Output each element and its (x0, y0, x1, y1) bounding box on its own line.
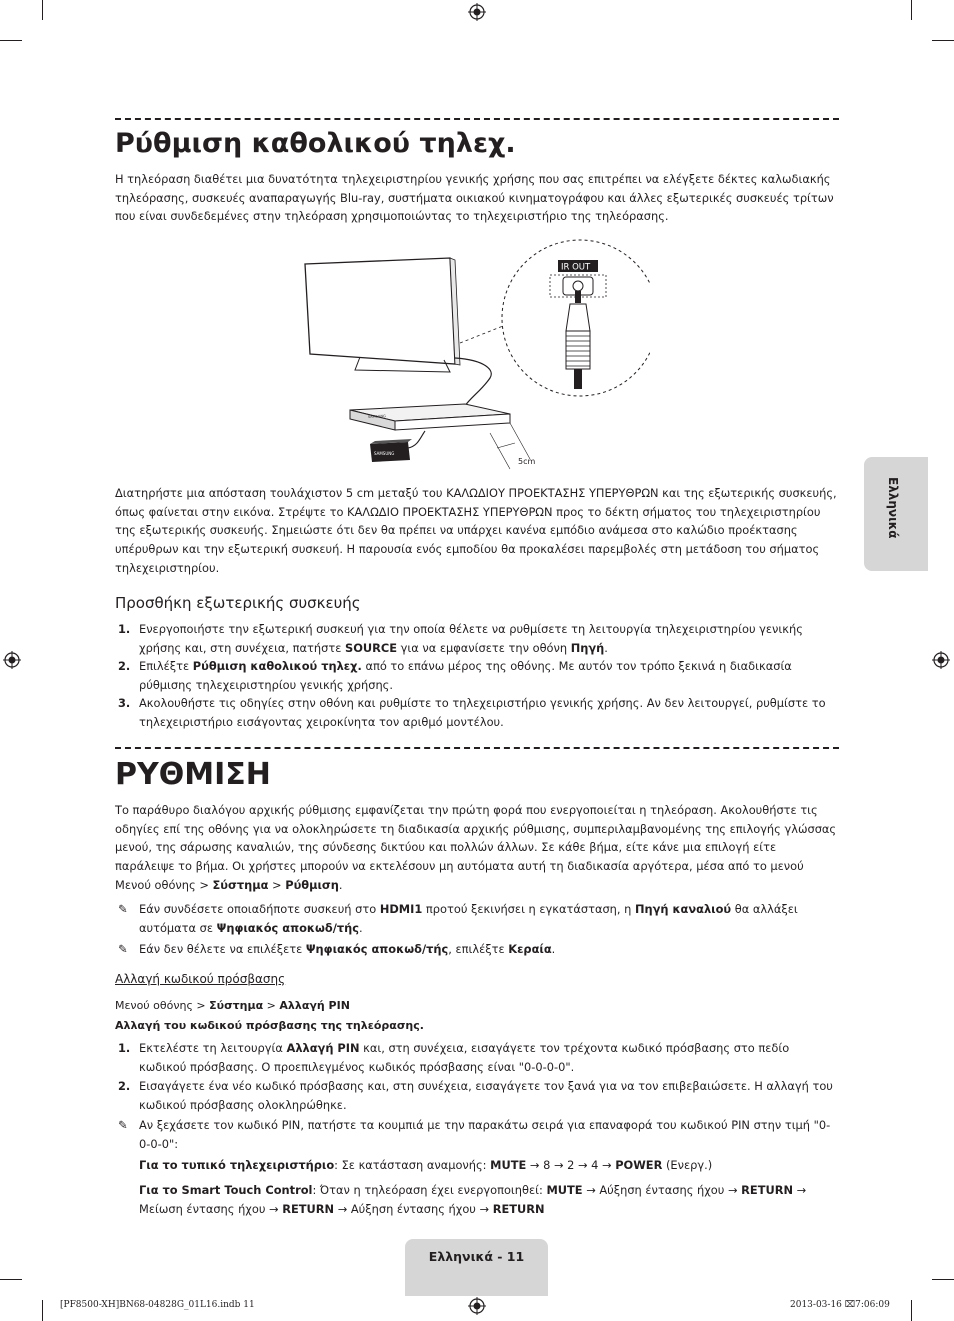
sequence-text: Για το τυπικό τηλεχειριστήριο: Σε κατάσταση αναμονής: MUTE → 8 → 2 → 4 → POWER (Ενεργ.) (139, 1158, 713, 1172)
pencil-note-icon: ✎ (118, 902, 128, 916)
page-number: Ελληνικά - 11 (428, 1249, 525, 1264)
pin-menu-path: Μενού οθόνης > Σύστημα > Αλλαγή PIN (115, 999, 350, 1012)
pin-description: Αλλαγή του κωδικού πρόσβασης της τηλεόρασης. (115, 1019, 424, 1032)
registration-mark-icon (468, 3, 486, 21)
crop-mark (911, 0, 912, 20)
pencil-note-icon: ✎ (118, 942, 128, 956)
section-divider (115, 118, 839, 120)
sequence-text: Για το Smart Touch Control: Όταν η τηλεόραση έχει ενεργοποιηθεί: MUTE → Αύξηση έντασης ήχου → RETURN → Μείωση έντασης ήχου → RETURN → Αύξηση έντασης ήχου → RETURN (139, 1183, 807, 1216)
step-text: Εισαγάγετε ένα νέο κωδικό πρόσβασης και, στη συνέχεια, εισαγάγετε τον ξανά για να τον επιβεβαιώσετε. Η αλλαγή του κωδικού πρόσβασης ολοκληρώθηκε. (139, 1079, 833, 1112)
step-number: 1. (118, 1041, 131, 1055)
pencil-note-icon: ✎ (118, 1118, 128, 1132)
section-title: Ρύθμιση καθολικού τηλεχ. (115, 128, 516, 159)
print-slug-right: 2013-03-16 ⌧7:06:09 (790, 1300, 890, 1310)
note-item (115, 1116, 839, 1154)
crop-mark (0, 1279, 22, 1280)
crop-mark (42, 1300, 43, 1321)
crop-mark (932, 1279, 954, 1280)
remote-sequence-smart-touch (115, 1181, 839, 1219)
step-text: Επιλέξτε Ρύθμιση καθολικού τηλεχ. από το επάνω μέρος της οθόνης. Με αυτόν τον τρόπο ξεκινά η διαδικασία ρύθμισης τηλεχειριστηρίου γενικής χρήσης. (139, 659, 792, 692)
section-divider (115, 747, 839, 749)
crop-mark (42, 0, 43, 20)
registration-mark-icon (3, 651, 21, 669)
note-text: Εάν δεν θέλετε να επιλέξετε Ψηφιακός αποκωδ/τής, επιλέξτε Κεραία. (139, 942, 556, 956)
print-slug-left: [PF8500-XH]BN68-04828G_01L16.indb 11 (60, 1300, 255, 1310)
step-number: 3. (118, 696, 131, 710)
language-side-tab-label: Ελληνικά (886, 477, 900, 539)
page-number-tab (405, 1239, 548, 1296)
brand-label-blaster: SAMSUNG (374, 451, 395, 456)
remote-sequence-standard (115, 1156, 839, 1176)
distance-label: 5cm (518, 457, 536, 466)
ir-out-label: IR OUT (561, 262, 591, 273)
section-title: ΡΥΘΜΙΣΗ (115, 757, 271, 792)
language-side-tab (864, 457, 928, 571)
list-item (115, 620, 839, 658)
note-text: Αν ξεχάσετε τον κωδικό PIN, πατήστε τα κουμπιά με την παρακάτω σειρά για επαναφορά του κωδικού PIN στην τιμή "0-0-0-0": (139, 1118, 831, 1151)
step-text: Ενεργοποιήστε την εξωτερική συσκευή για την οποία θέλετε να ρυθμίσετε τη λειτουργία τηλεχειριστηρίου γενικής χρήσης και, στη συνέχεια, πατήστε SOURCE για να εμφανίσετε την οθόνη Πηγή. (139, 622, 803, 655)
intro-paragraph: Το παράθυρο διαλόγου αρχικής ρύθμισης εμφανίζεται την πρώτη φορά που ενεργοποιείται η τηλεόραση. Ακολουθήστε τις οδηγίες επί της οθόνης για να ολοκληρώσετε τη διαδικασία αρχικής ρύθμισης, συμπεριλαμβανομένης της επιλογής γλώσσας μενού, της σάρωσης καναλιών, της σύνδεσης δικτύου και πολλών άλλων. Σε κάθε βήμα, είτε κάνε μια επιλογή είτε παράλειψε το βήμα. Οι χρήστες μπορούν να εκτελέσουν μη αυτόματα αυτή τη διαδικασία αργότερα, μέσα από το μενού Μενού οθόνης > Σύστημα > Ρύθμιση. (115, 803, 837, 892)
registration-mark-icon (932, 651, 950, 669)
note-text: Εάν συνδέσετε οποιαδήποτε συσκευή στο HDMI1 προτού ξεκινήσει η εγκατάσταση, η Πηγή καναλιού θα αλλάξει αυτόματα σε Ψηφιακός αποκωδ/τής. (139, 902, 798, 935)
step-number: 2. (118, 659, 131, 673)
list-item (115, 1077, 839, 1115)
list-item (115, 1039, 839, 1077)
note-item (115, 900, 839, 938)
step-text: Ακολουθήστε τις οδηγίες στην οθόνη και ρυθμίστε το τηλεχειριστήριο γενικής χρήσης. Αν δεν λειτουργεί, ρυθμίστε το τηλεχειριστήριο εισάγοντας χειροκίνητα τον αριθμό μοντέλου. (139, 696, 826, 729)
brand-label: SAMSUNG (367, 414, 386, 419)
list-item (115, 657, 839, 695)
step-text: Εκτελέστε τη λειτουργία Αλλαγή PIN και, στη συνέχεια, εισαγάγετε τον τρέχοντα κωδικό πρόσβασης στο πεδίο κωδικού πρόσβασης. Ο προεπιλεγμένος κωδικός πρόσβασης είναι "0-0-0-0". (139, 1041, 790, 1074)
ir-extender-diagram (300, 238, 650, 476)
add-device-heading: Προσθήκη εξωτερικής συσκευής (115, 594, 361, 612)
distance-note: Διατηρήστε μια απόσταση τουλάχιστον 5 cm μεταξύ του ΚΑΛΩΔΙΟΥ ΠΡΟΕΚΤΑΣΗΣ ΥΠΕΡΥΘΡΩΝ και της εξωτερικής συσκευής, όπως φαίνεται στην εικόνα. Στρέψτε το ΚΑΛΩΔΙΟ ΠΡΟΕΚΤΑΣΗΣ ΥΠΕΡΥΘΡΩΝ προς το δέκτη σήματος του τηλεχειριστηρίου της εξωτερικής συσκευής. Σημειώστε ότι δεν θα πρέπει να υπάρχει κανένα εμπόδιο ανάμεσα στο καλώδιο προέκτασης υπέρυθρων και την εξωτερική συσκευή. Η παρουσία ενός εμποδίου θα προκαλέσει παρεμβολές στη μετάδοση του σήματος τηλεχειριστηρίου. (115, 486, 837, 575)
list-item (115, 694, 839, 732)
pin-heading: Αλλαγή κωδικού πρόσβασης (115, 972, 286, 986)
crop-mark (911, 1300, 912, 1321)
registration-mark-icon (468, 1297, 486, 1315)
intro-paragraph: Η τηλεόραση διαθέτει μια δυνατότητα τηλεχειριστηρίου γενικής χρήσης που σας επιτρέπει να ελέγξετε δέκτες καλωδιακής τηλεόρασης, συσκευές αναπαραγωγής Blu-ray, συστήματα οικιακού κινηματογράφου και άλλες εξωτερικές συσκευές τρίτων που είναι συνδεδεμένες στην τηλεόραση χρησιμοποιώντας το τηλεχειριστήριο της τηλεόρασης. (115, 172, 834, 224)
crop-mark (932, 40, 954, 41)
step-number: 2. (118, 1079, 131, 1093)
crop-mark (0, 40, 22, 41)
note-item (115, 940, 839, 960)
step-number: 1. (118, 622, 131, 636)
